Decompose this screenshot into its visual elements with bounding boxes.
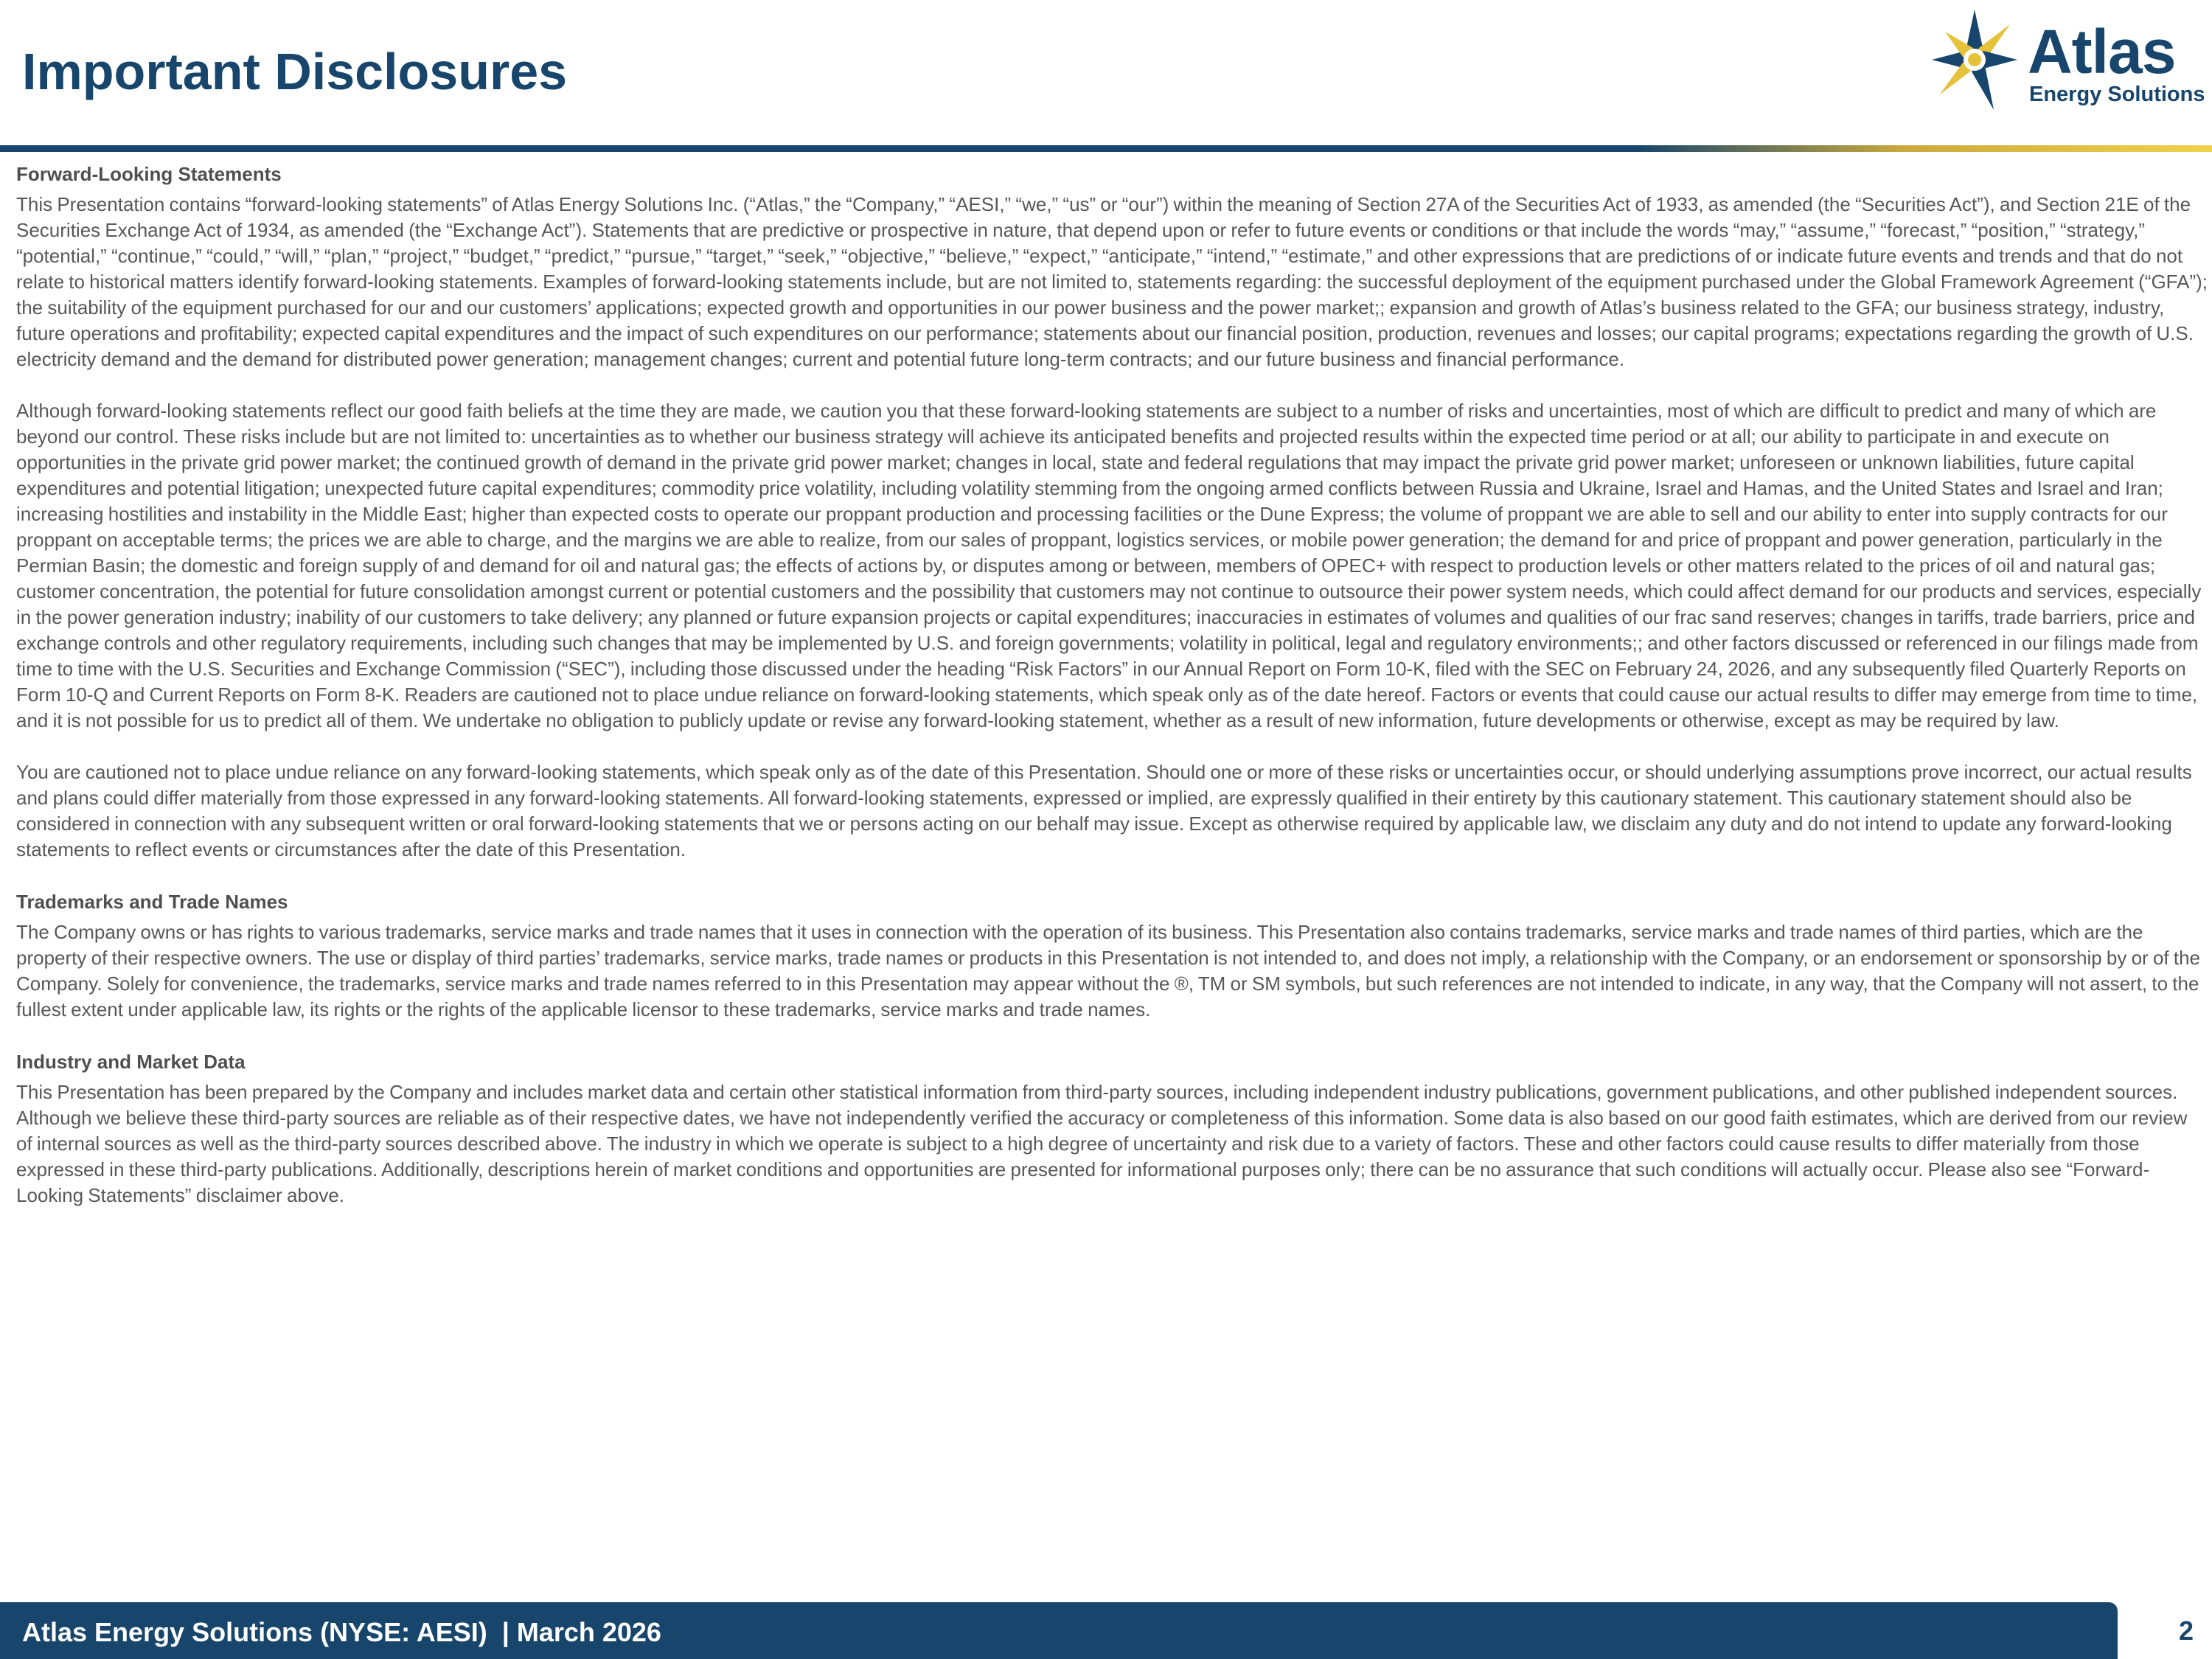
logo-wordmark: Atlas	[2028, 17, 2176, 86]
logo-subtitle: Energy Solutions	[2029, 83, 2205, 106]
section-heading-industry-data: Industry and Market Data	[16, 1051, 246, 1073]
section-heading-trademarks: Trademarks and Trade Names	[16, 891, 288, 913]
page-number: 2	[2178, 1615, 2194, 1646]
header-divider	[0, 145, 2212, 152]
footer-text: Atlas Energy Solutions (NYSE: AESI) | March 2026	[22, 1617, 661, 1647]
atlas-logo	[1930, 4, 2207, 115]
section-heading-forward-looking: Forward-Looking Statements	[16, 163, 282, 185]
paragraph-forward-looking-caution: You are cautioned not to place undue reliance on any forward-looking statements, which speak only as of the date of this Presentation. Should one or more of these risks or uncertainties occur, or should underlying assumptions prove incorrect, our actual results and plans could differ materially from those expressed in any forward-looking statements. All forward-looking statements, expressed or implied, are expressly qualified in their entirety by this cautionary statement. This cautionary statement should also be considered in connection with any subsequent written or oral forward-looking statements that we or persons acting on our behalf may issue. Except as otherwise required by applicable law, we disclaim any duty and do not intend to update any forward-looking statements to reflect events or circumstances after the date of this Presentation.	[16, 761, 2192, 860]
footer-bar	[0, 1602, 2118, 1659]
paragraph-forward-looking-intro: This Presentation contains “forward-looking statements” of Atlas Energy Solutions Inc. (“Atlas,” the “Company,” “AESI,” “we,” “us” or “our”) within the meaning of Section 27A of the Securities Act of 1933, as amended (the “Securities Act”), and Section 21E of the Securities Exchange Act of 1934, as amended (the “Exchange Act”). Statements that are predictive or prospective in nature, that depend upon or refer to future events or conditions or that include the words “may,” “assume,” “forecast,” “position,” “strategy,” “potential,” “continue,” “could,” “will,” “plan,” “project,” “budget,” “predict,” “pursue,” “target,” “seek,” “objective,” “believe,” “expect,” “anticipate,” “intend,” “estimate,” and other expressions that are predictions of or indicate future events and trends and that do not relate to historical matters identify forward-looking statements. Examples of forward-looking statements include, but are not limited to, statements regarding: the successful deployment of the equipment purchased under the Global Framework Agreement (“GFA”); the suitability of the equipment purchased for our and our customers’ applications; expected growth and opportunities in our power business and the power market;; expansion and growth of Atlas’s business related to the GFA; our business strategy, industry, future operations and profitability; expected capital expenditures and the impact of such expenditures on our performance; statements about our financial position, production, revenues and losses; our capital programs; expectations regarding the growth of U.S. electricity demand and the demand for distributed power generation; management changes; current and potential future long-term contracts; and our future business and financial performance.	[16, 193, 2208, 370]
paragraph-forward-looking-risks: Although forward-looking statements reflect our good faith beliefs at the time they are made, we caution you that these forward-looking statements are subject to a number of risks and uncertainties, most of which are difficult to predict and many of which are beyond our control. These risks include but are not limited to: uncertainties as to whether our business strategy will achieve its anticipated benefits and projected results within the expected time period or at all; our ability to participate in and execute on opportunities in the private grid power market; the continued growth of demand in the private grid power market; changes in local, state and federal regulations that may impact the private grid power market; unforeseen or unknown liabilities, future capital expenditures and potential litigation; unexpected future capital expenditures; commodity price volatility, including volatility stemming from the ongoing armed conflicts between Russia and Ukraine, Israel and Hamas, and the United States and Israel and Iran; increasing hostilities and instability in the Middle East; higher than expected costs to operate our proppant production and processing facilities or the Dune Express; the volume of proppant we are able to sell and our ability to enter into supply contracts for our proppant on acceptable terms; the prices we are able to charge, and the margins we are able to realize, from our sales of proppant, logistics services, or mobile power generation; the demand for and price of proppant and power generation, particularly in the Permian Basin; the domestic and foreign supply of and demand for oil and natural gas; the effects of actions by, or disputes among or between, members of OPEC+ with respect to production levels or other matters related to the prices of oil and natural gas; customer concentration, the potential for future consolidation amongst current or potential customers and the possibility that customers may not continue to outsource their power system needs, which could affect demand for our products and services, especially in the power generation industry; inability of our customers to take delivery; any planned or future expansion projects or capital expenditures; inaccuracies in estimates of volumes and qualities of our frac sand reserves; changes in tariffs, trade barriers, price and exchange controls and other regulatory requirements, including such changes that may be implemented by U.S. and foreign governments; volatility in political, legal and regulatory environments;; and other factors discussed or referenced in our filings made from time to time with the U.S. Securities and Exchange Commission (“SEC”), including those discussed under the heading “Risk Factors” in our Annual Report on Form 10-K, filed with the SEC on February 24, 2026, and any subsequently filed Quarterly Reports on Form 10-Q and Current Reports on Form 8-K. Readers are cautioned not to place undue reliance on forward-looking statements, which speak only as of the date hereof. Factors or events that could cause our actual results to differ may emerge from time to time, and it is not possible for us to predict all of them. We undertake no obligation to publicly update or revise any forward-looking statement, whether as a result of new information, future developments or otherwise, except as may be required by law.	[16, 400, 2202, 731]
atlas-star-icon	[1930, 4, 2026, 115]
page-title: Important Disclosures	[22, 43, 568, 100]
disclosures-body	[16, 161, 2208, 1208]
paragraph-industry-data: This Presentation has been prepared by the Company and includes market data and certain other statistical information from third-party sources, including independent industry publications, government publications, and other published independent sources. Although we believe these third-party sources are reliable as of their respective dates, we have not independently verified the accuracy or completeness of this information. Some data is also based on our good faith estimates, which are derived from our review of internal sources as well as the third-party sources described above. The industry in which we operate is subject to a high degree of uncertainty and risk due to a variety of factors. These and other factors could cause results to differ materially from those expressed in these third-party publications. Additionally, descriptions herein of market conditions and opportunities are presented for informational purposes only; there can be no assurance that such conditions will actually occur. Please also see “Forward-Looking Statements” disclaimer above.	[16, 1081, 2188, 1206]
paragraph-trademarks: The Company owns or has rights to various trademarks, service marks and trade names that it uses in connection with the operation of its business. This Presentation also contains trademarks, service marks and trade names of third parties, which are the property of their respective owners. The use or display of third parties’ trademarks, service marks, trade names or products in this Presentation is not intended to, and does not imply, a relationship with the Company, or an endorsement or sponsorship by or of the Company. Solely for convenience, the trademarks, service marks and trade names referred to in this Presentation may appear without the ®, TM or SM symbols, but such references are not intended to indicate, in any way, that the Company will not assert, to the fullest extent under applicable law, its rights or the rights of the applicable licensor to these trademarks, service marks and trade names.	[16, 921, 2200, 1020]
